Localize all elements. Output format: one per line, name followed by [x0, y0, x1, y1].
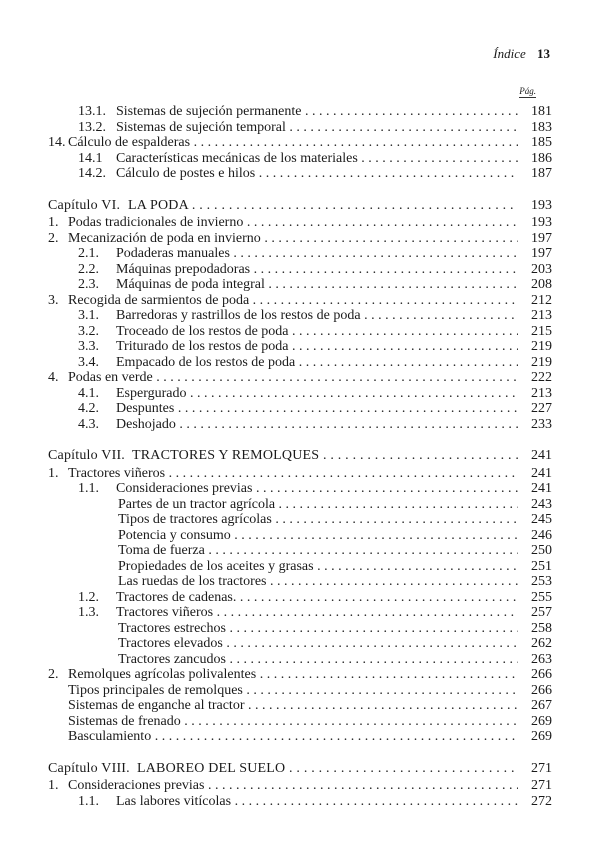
toc-entry-title: Despuntes . . . [116, 401, 518, 417]
toc-entry[interactable] [48, 481, 552, 497]
toc-entry-number: 14.1 [78, 150, 103, 166]
toc-entry-page: 181 [531, 104, 552, 119]
toc-spacer [48, 745, 552, 761]
toc-entry-page: 222 [531, 370, 552, 385]
toc-entry[interactable] [48, 417, 552, 433]
toc-entry-title: Cálculo de espalderas . . . [68, 135, 518, 151]
toc-entry-title: Empacado de los restos de poda . . . [116, 355, 518, 371]
toc-entry[interactable] [48, 215, 552, 231]
toc-entry[interactable] [48, 729, 552, 745]
toc-entry-title: Sistemas de enganche al tractor . . . [68, 698, 518, 714]
toc-entry-title: Cálculo de postes e hilos . . . [116, 166, 518, 182]
toc-entry[interactable] [48, 528, 552, 544]
toc-chapter[interactable] [48, 198, 552, 214]
table-of-contents [48, 104, 552, 809]
toc-entry-title: Consideraciones previas . . . [68, 778, 518, 794]
toc-entry-title: Podaderas manuales . . . [116, 246, 518, 262]
toc-entry-page: 269 [531, 713, 552, 729]
page-number: 13 [537, 46, 550, 61]
page-header [493, 46, 550, 62]
toc-entry-page: 193 [531, 197, 552, 213]
toc-entry[interactable] [48, 293, 552, 309]
toc-chapter[interactable] [48, 448, 552, 464]
toc-entry-number: 13.1. [78, 104, 106, 119]
toc-entry-title: Tractores de cadenas. . . . [116, 590, 518, 606]
toc-entry-page: 257 [531, 605, 552, 620]
toc-entry-number: 1.1. [78, 793, 99, 809]
toc-entry-page: 251 [531, 558, 552, 574]
toc-entry-number: Capítulo VIII. [48, 760, 130, 776]
toc-entry[interactable] [48, 683, 552, 699]
toc-entry-page: 255 [531, 589, 552, 605]
toc-entry-page: 213 [531, 308, 552, 323]
toc-entry-page: 219 [531, 339, 552, 354]
toc-entry-title: Recogida de sarmientos de poda . . . [68, 293, 518, 309]
toc-entry-page: 263 [531, 651, 552, 667]
toc-entry[interactable] [48, 151, 552, 167]
toc-entry-page: 212 [531, 292, 552, 308]
toc-entry-number: Capítulo VI. [48, 197, 121, 213]
toc-entry[interactable] [48, 120, 552, 136]
toc-entry-number: 1.3. [78, 605, 99, 620]
toc-chapter[interactable] [48, 761, 552, 777]
toc-entry[interactable] [48, 246, 552, 262]
toc-entry-title: Tipos de tractores agrícolas . . . [118, 512, 518, 528]
toc-entry[interactable] [48, 308, 552, 324]
toc-entry-page: 271 [531, 778, 552, 793]
toc-entry-title: Partes de un tractor agrícola . . . [118, 497, 518, 513]
toc-entry-number: 1. [48, 465, 59, 481]
toc-entry-page: 197 [531, 230, 552, 246]
toc-entry-page: 185 [531, 135, 552, 150]
toc-entry[interactable] [48, 543, 552, 559]
toc-entry[interactable] [48, 605, 552, 621]
toc-entry-title: Remolques agrícolas polivalentes . . . [68, 667, 518, 683]
toc-entry-page: 271 [531, 760, 552, 776]
toc-entry-number: 2.3. [78, 277, 99, 292]
toc-entry-title: Consideraciones previas . . . [116, 481, 518, 497]
toc-entry-title: LABOREO DEL SUELO . . . [137, 761, 518, 777]
toc-entry-title: Características mecánicas de los materiales . . . [116, 151, 518, 167]
toc-entry[interactable] [48, 698, 552, 714]
toc-entry[interactable] [48, 135, 552, 151]
toc-entry-number: 14.2. [78, 166, 106, 181]
toc-entry[interactable] [48, 652, 552, 668]
toc-entry-page: 262 [531, 636, 552, 651]
toc-entry-title: Tractores elevados . . . [118, 636, 518, 652]
toc-entry-page: 241 [531, 465, 552, 481]
toc-entry-page: 245 [531, 512, 552, 527]
toc-entry-number: 2. [48, 667, 59, 682]
toc-entry[interactable] [48, 667, 552, 683]
toc-entry[interactable] [48, 512, 552, 528]
toc-entry[interactable] [48, 355, 552, 371]
toc-entry-page: 215 [531, 323, 552, 339]
toc-entry-number: 1. [48, 778, 59, 793]
toc-entry-title: Las labores vitícolas . . . [116, 794, 518, 810]
toc-entry-title: Barredoras y rastrillos de los restos de poda . . . [116, 308, 518, 324]
toc-entry-title: Sistemas de frenado . . . [68, 714, 518, 730]
running-title: Índice [493, 46, 526, 61]
toc-entry-number: 3. [48, 292, 59, 308]
toc-entry[interactable] [48, 497, 552, 513]
toc-spacer [48, 432, 552, 448]
toc-entry-page: 253 [531, 574, 552, 589]
toc-entry-page: 269 [531, 729, 552, 744]
toc-entry-number: Capítulo VII. [48, 448, 126, 463]
toc-entry-page: 266 [531, 667, 552, 682]
toc-entry[interactable] [48, 590, 552, 606]
toc-entry[interactable] [48, 559, 552, 575]
toc-entry-title: Tractores viñeros . . . [116, 605, 518, 621]
toc-entry-title: Potencia y consumo . . . [118, 528, 518, 544]
toc-entry-page: 197 [531, 246, 552, 261]
toc-entry-page: 193 [531, 215, 552, 230]
toc-entry-title: Las ruedas de los tractores . . . [118, 574, 518, 590]
toc-entry-number: 4.3. [78, 416, 99, 432]
toc-entry-page: 219 [531, 354, 552, 370]
toc-entry-page: 233 [531, 416, 552, 432]
toc-entry-page: 267 [531, 698, 552, 713]
toc-entry[interactable] [48, 262, 552, 278]
toc-entry-page: 241 [531, 448, 552, 463]
toc-entry-title: LA PODA . . . [128, 198, 518, 214]
toc-entry-number: 2. [48, 230, 59, 246]
toc-entry[interactable] [48, 166, 552, 182]
toc-entry[interactable] [48, 339, 552, 355]
toc-entry-title: Sistemas de sujeción permanente . . . [116, 104, 518, 120]
toc-entry-title: Tipos principales de remolques . . . [68, 683, 518, 699]
toc-entry-title: Tractores zancudos . . . [118, 652, 518, 668]
toc-entry-page: 250 [531, 543, 552, 558]
toc-entry-title: Toma de fuerza . . . [118, 543, 518, 559]
toc-entry-page: 227 [531, 401, 552, 416]
toc-entry-page: 241 [531, 481, 552, 496]
toc-entry-title: Máquinas prepodadoras . . . [116, 262, 518, 278]
toc-entry-page: 243 [531, 496, 552, 512]
toc-entry-page: 272 [531, 793, 552, 809]
toc-entry-number: 2.2. [78, 261, 99, 277]
toc-entry-page: 208 [531, 277, 552, 292]
toc-entry-title: Podas en verde . . . [68, 370, 518, 386]
toc-entry-number: 1.1. [78, 481, 99, 496]
toc-entry-number: 1. [48, 215, 59, 230]
toc-entry-title: Triturado de los restos de poda . . . [116, 339, 518, 355]
toc-entry[interactable] [48, 231, 552, 247]
toc-entry[interactable] [48, 621, 552, 637]
toc-entry-page: 187 [531, 166, 552, 181]
toc-entry-number: 14. [48, 135, 66, 150]
toc-entry-page: 246 [531, 527, 552, 543]
toc-entry-number: 4. [48, 370, 59, 385]
toc-entry-number: 3.4. [78, 354, 99, 370]
toc-entry[interactable] [48, 636, 552, 652]
toc-entry-title: Máquinas de poda integral . . . [116, 277, 518, 293]
toc-entry[interactable] [48, 324, 552, 340]
toc-entry-title: Mecanización de poda en invierno . . . [68, 231, 518, 247]
toc-entry-number: 3.3. [78, 339, 99, 354]
toc-entry-number: 4.2. [78, 401, 99, 416]
toc-entry-title: Propiedades de los aceites y grasas . . . [118, 559, 518, 575]
toc-entry-title: Deshojado . . . [116, 417, 518, 433]
toc-entry[interactable] [48, 794, 552, 810]
toc-entry-page: 258 [531, 620, 552, 636]
toc-entry[interactable] [48, 778, 552, 794]
toc-entry[interactable] [48, 401, 552, 417]
toc-entry-page: 186 [531, 150, 552, 166]
toc-entry-number: 3.1. [78, 308, 99, 323]
toc-entry-title: TRACTORES Y REMOLQUES . . . [132, 448, 518, 464]
toc-entry-page: 266 [531, 682, 552, 698]
toc-entry-number: 4.1. [78, 385, 99, 401]
toc-entry-page: 203 [531, 261, 552, 277]
toc-entry-title: Basculamiento . . . [68, 729, 518, 745]
toc-entry[interactable] [48, 466, 552, 482]
toc-entry-number: 3.2. [78, 323, 99, 339]
toc-entry-title: Espergurado . . . [116, 386, 518, 402]
toc-entry-number: 2.1. [78, 246, 99, 261]
toc-entry-page: 213 [531, 385, 552, 401]
toc-entry-page: 183 [531, 119, 552, 135]
toc-entry-number: 1.2. [78, 589, 99, 605]
toc-entry[interactable] [48, 277, 552, 293]
toc-entry-title: Tractores viñeros . . . [68, 466, 518, 482]
toc-entry[interactable] [48, 714, 552, 730]
toc-entry-title: Tractores estrechos . . . [118, 621, 518, 637]
toc-entry[interactable] [48, 386, 552, 402]
toc-entry-title: Sistemas de sujeción temporal . . . [116, 120, 518, 136]
toc-entry-title: Troceado de los restos de poda . . . [116, 324, 518, 340]
toc-entry-title: Podas tradicionales de invierno . . . [68, 215, 518, 231]
toc-spacer [48, 182, 552, 198]
toc-entry[interactable] [48, 370, 552, 386]
toc-entry-number: 13.2. [78, 119, 106, 135]
toc-entry[interactable] [48, 574, 552, 590]
page-column-label: Pág. [519, 86, 536, 96]
toc-entry[interactable] [48, 104, 552, 120]
